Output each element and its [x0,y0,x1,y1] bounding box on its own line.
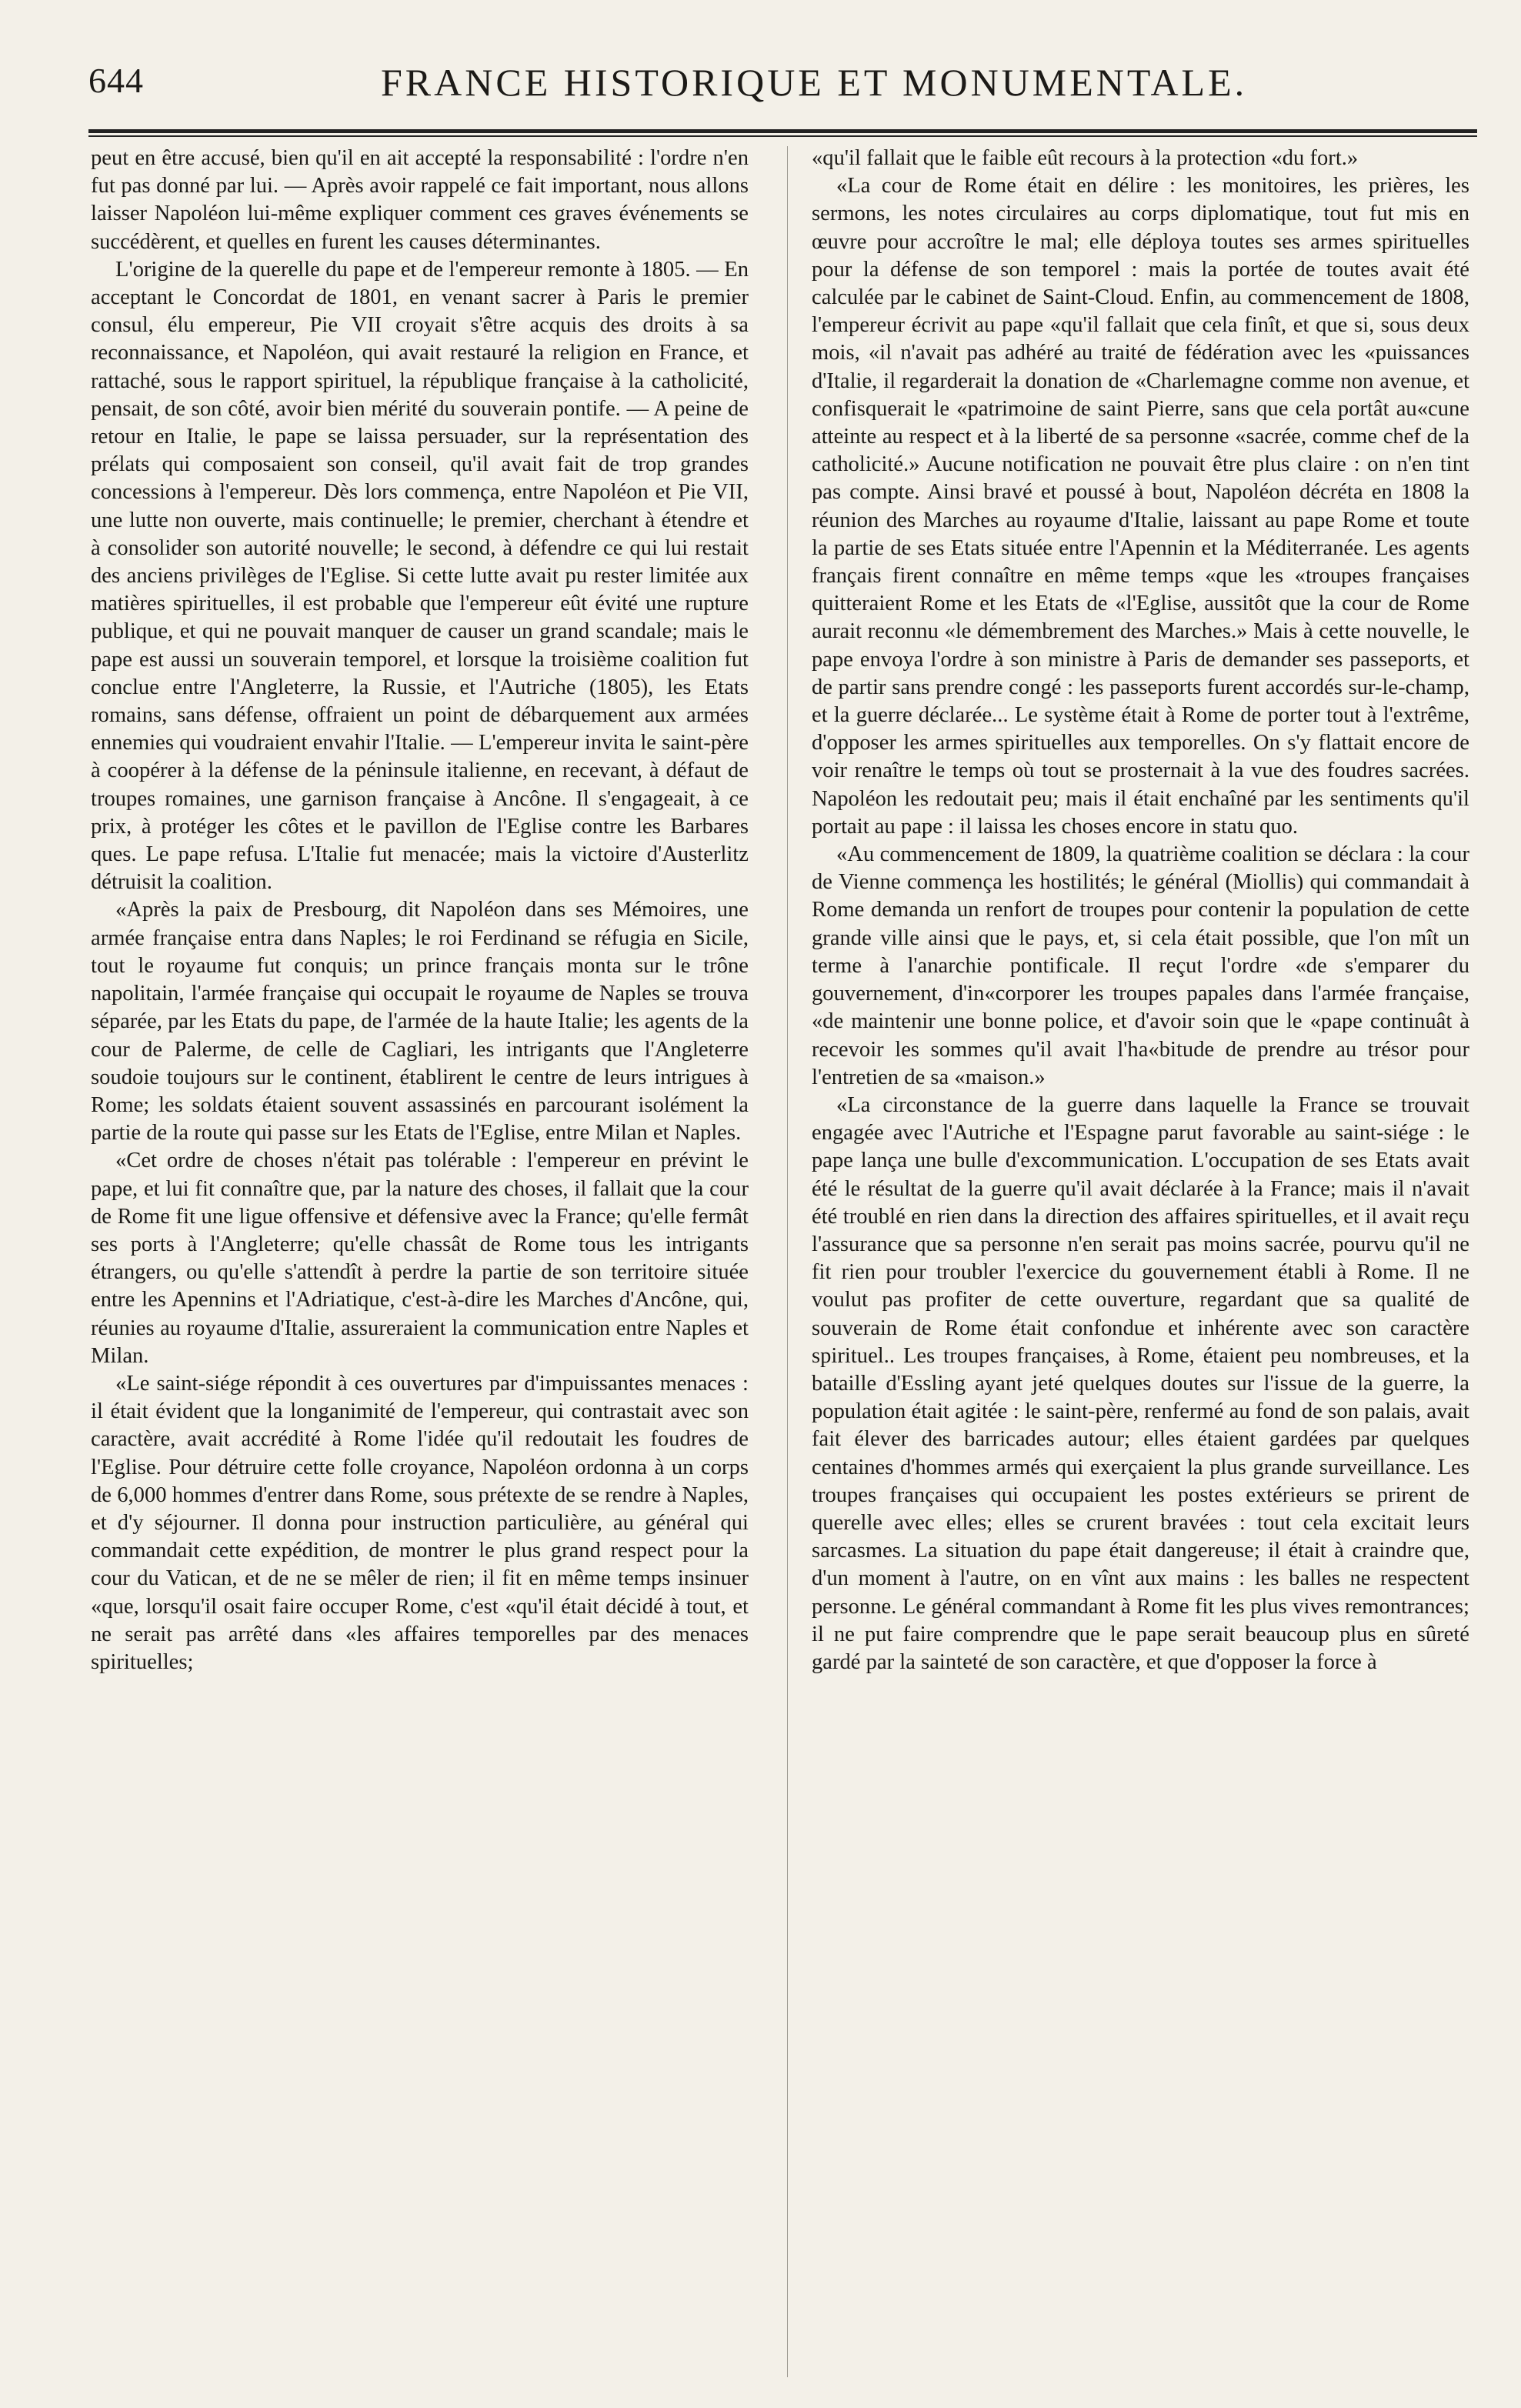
left-column [91,145,749,2376]
page-header [88,60,1477,114]
paragraph: «Le saint-siége répondit à ces ouvertures par d'impuissantes menaces : il était évident que la longanimité de l'empereur, qui contrastait avec son caractère, avait accrédité à Rome l'idée qu'il redoutait les foudres de l'Eglise. Pour détruire cette folle croyance, Napoléon ordonna à un corps de 6,000 hommes d'entrer dans Rome, sous prétexte de se rendre à Naples, et d'y séjourner. Il donna pour instruction particulière, au général qui commandait cette expédition, de montrer le plus grand respect pour la cour du Vatican, et de ne se mêler de rien; il fit en même temps insinuer «que, lorsqu'il osait faire occuper Rome, c'est «qu'il était décidé à tout, et ne serait pas arrêté dans «les affaires temporelles par des menaces spirituelles; [91,1371,749,1674]
paragraph: «qu'il fallait que le faible eût recours à la protection «du fort.» [812,146,1359,170]
page-number: 644 [88,61,144,100]
paragraph: «La circonstance de la guerre dans laquelle la France se trouvait engagée avec l'Autriche et l'Espagne parut favorable au saint-siége : le pape lança une bulle d'excommunication. L'occupation de ses Etats avait été le résultat de la guerre qu'il avait déclarée à la France; mais il n'avait été troublé en rien dans la direction des affaires spirituelles, et il avait reçu l'assurance que sa personne n'en serait pas moins sacrée, pourvu qu'il ne fit rien pour troubler l'exercice du gouvernement établi à Rome. Il ne voulut pas profiter de cette ouverture, regardant que sa qualité de souverain de Rome était confondue et inhérente avec son caractère spirituel.. Les troupes françaises, à Rome, étaient peu nombreuses, et la bataille d'Essling ayant jeté quelques doutes sur l'issue de la guerre, la population était agitée : le saint-père, renfermé au fond de son palais, avait fait élever des barricades autour; elles étaient gardées par quelques centaines d'hommes armés qui exerçaient la plus grande surveillance. Les troupes françaises qui occupaient les postes extérieurs se prirent de querelle avec elles; elles se crurent bravées : tout cela excitait leurs sarcasmes. La situation du pape était dangereuse; il était à craindre que, d'un moment à l'autre, on en vînt aux mains : les balles ne respectent personne. Le général commandant à Rome fit les plus vives remontrances; il ne put faire comprendre que le pape serait beaucoup plus en sûreté gardé par la sainteté de son caractère, et que d'opposer la force à [812,1092,1469,1674]
paragraph: «La cour de Rome était en délire : les monitoires, les prières, les sermons, les notes circulaires au corps diplomatique, tout fut mis en œuvre pour accroître le mal; elle déploya toutes ses armes spirituelles pour la défense de son temporel : mais la portée de toutes avait été calculée par le cabinet de Saint-Cloud. Enfin, au commencement de 1808, l'empereur écrivit au pape «qu'il fallait que cela finît, et que si, sous deux mois, «il n'avait pas adhéré au traité de fédération avec les «puissances d'Italie, il regarderait la donation de «Charlemagne comme non avenue, et confisquerait le «patrimoine de saint Pierre, sans que cela portât au«cune atteinte au respect et à la liberté de sa personne «sacrée, comme chef de la catholicité.» Aucune notification ne pouvait être plus claire : on n'en tint pas compte. Ainsi bravé et poussé à bout, Napoléon décréta en 1808 la réunion des Marches au royaume d'Italie, laissant au pape Rome et toute la partie de ses Etats située entre l'Apennin et la Méditerranée. Les agents français firent connaître en même temps «que les «troupes françaises quitteraient Rome et les Etats de «l'Eglise, aussitôt que la cour de Rome aurait reconnu «le démembrement des Marches.» Mais à cette nouvelle, le pape envoya l'ordre à son ministre à Paris de demander ses passeports, et de partir sans prendre congé : les passeports furent accordés sur-le-champ, et la guerre déclarée... Le système était à Rome de porter tout à l'extrême, d'opposer les armes spirituelles aux temporelles. On s'y flattait encore de voir renaître le temps où tout se prosternait à la vue des foudres sacrées. Napoléon les redoutait peu; mais il était enchaîné par les sentiments qu'il portait au pape : il laissa les choses encore in statu quo. [812,174,1469,839]
paragraph: «Après la paix de Presbourg, dit Napoléon dans ses Mémoires, une armée française entra dans Naples; le roi Ferdinand se réfugia en Sicile, tout le royaume fut conquis; un prince français monta sur le trône napolitain, l'armée française qui occupait le royaume de Naples se trouva séparée, par les Etats du pape, de l'armée de la haute Italie; les agents de la cour de Palerme, de celle de Cagliari, les intrigants que l'Angleterre soudoie toujours sur le continent, établirent le centre de leurs intrigues à Rome; les soldats étaient souvent assassinés en parcourant isolément la partie de la route qui passe sur les Etats de l'Eglise, entre Milan et Naples. [91,898,749,1146]
running-title: FRANCE HISTORIQUE ET MONUMENTALE. [381,61,1248,104]
paragraph: «Cet ordre de choses n'était pas tolérable : l'empereur en prévint le pape, et lui fit connaître que, par la nature des choses, il fallait que la cour de Rome fit une ligue offensive et défensive avec la France; qu'elle fermât ses ports à l'Angleterre; qu'elle chassât de Rome tous les intrigants étrangers, ou qu'elle s'attendît à perdre la partie de son territoire située entre les Apennins et l'Adriatique, c'est-à-dire les Marches d'Ancône, qui, réunies au royaume d'Italie, assureraient la communication entre Naples et Milan. [91,1149,749,1368]
header-rule [88,129,1477,137]
right-column [812,145,1469,2376]
column-divider [787,146,788,2377]
paragraph: «Au commencement de 1809, la quatrième coalition se déclara : la cour de Vienne commença les hostilités; le général (Miollis) qui commandait à Rome demanda un renfort de troupes pour contenir la population de cette grande ville ainsi que le pays, et, si cela était possible, que l'on mît un terme à l'anarchie pontificale. Il reçut l'ordre «de s'emparer du gouvernement, d'in«corporer les troupes papales dans l'armée française, «de maintenir une bonne police, et d'avoir soin que le «pape continuât à recevoir les sommes qu'il avait l'ha«bitude de prendre au trésor pour l'entretien de sa «maison.» [812,842,1469,1089]
paragraph: peut en être accusé, bien qu'il en ait accepté la responsabilité : l'ordre n'en fut pas donné par lui. — Après avoir rappelé ce fait important, nous allons laisser Napoléon lui-même expliquer comment ces graves événements se succédèrent, et quelles en furent les causes déterminantes. [91,146,749,254]
paragraph: L'origine de la querelle du pape et de l'empereur remonte à 1805. — En acceptant le Concordat de 1801, en venant sacrer à Paris le premier consul, élu empereur, Pie VII croyait s'être acquis des droits à sa reconnaissance, et Napoléon, qui avait restauré la religion en France, et rattaché, sous le rapport spirituel, la république française à la catholicité, pensait, de son côté, avoir bien mérité du souverain pontife. — A peine de retour en Italie, le pape se laissa persuader, sur la représentation des prélats qui composaient son conseil, qu'il avait fait de trop grandes concessions à l'empereur. Dès lors commença, entre Napoléon et Pie VII, une lutte non ouverte, mais continuelle; le premier, cherchant à étendre et à consolider son autorité nouvelle; le second, à défendre ce qui lui restait des anciens privilèges de l'Eglise. Si cette lutte avait pu rester limitée aux matières spirituelles, il est probable que l'empereur eût évité une rupture publique, et qui ne pouvait manquer de causer un grand scandale; mais le pape est aussi un souverain temporel, et lorsque la troisième coalition fut conclue entre l'Angleterre, la Russie, et l'Autriche (1805), les Etats romains, sans défense, offraient un point de débarquement aux armées ennemies qui voudraient envahir l'Italie. — L'empereur invita le saint-père à coopérer à la défense de la péninsule italienne, en recevant, à défaut de troupes romaines, une garnison française à Ancône. Il s'engageait, à ce prix, à protéger les côtes et le pavillon de l'Eglise contre les Barbares ques. Le pape refusa. L'Italie fut menacée; mais la victoire d'Austerlitz détruisit la coalition. [91,257,749,895]
